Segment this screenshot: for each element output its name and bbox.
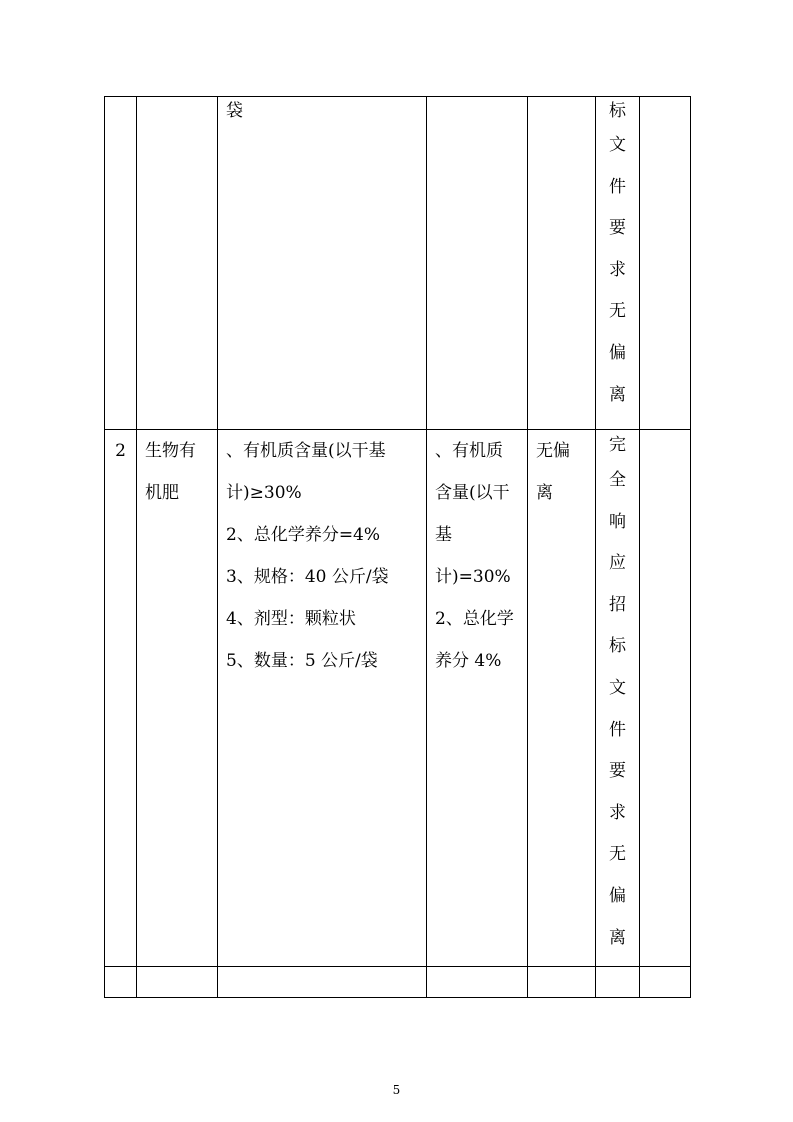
- remark-char: 完: [609, 435, 626, 455]
- compliance-remark-cell: [596, 97, 640, 430]
- remark-char: 文: [609, 677, 626, 698]
- empty-cell: [137, 967, 218, 998]
- remark-char: 标: [609, 636, 626, 657]
- row-index-cell: [105, 430, 137, 967]
- empty-cell: [528, 967, 596, 998]
- empty-cell: [427, 967, 528, 998]
- requirement-cell: [218, 97, 427, 430]
- product-name-cell: [137, 430, 218, 967]
- remark-char: 应: [609, 553, 626, 574]
- compliance-remark-cell: [596, 430, 640, 967]
- bid-response-table: [104, 96, 691, 998]
- deviation-line: 无偏: [536, 441, 570, 461]
- product-name-line: 机肥: [145, 483, 179, 503]
- remark-char: 离: [609, 384, 626, 405]
- response-line: 基: [435, 525, 452, 545]
- remark-char: 件: [609, 176, 626, 197]
- empty-cell: [218, 967, 427, 998]
- response-line: 计)=30%: [435, 567, 511, 587]
- remark-char: 无: [609, 844, 626, 865]
- remark-char: 要: [609, 218, 626, 239]
- empty-cell: [640, 967, 691, 998]
- remark-char: 偏: [609, 342, 626, 363]
- row-index: 2: [115, 441, 126, 461]
- requirement-line: 4、剂型：颗粒状: [226, 609, 356, 629]
- extra-cell: [640, 97, 691, 430]
- requirement-line: 2、总化学养分=4%: [226, 525, 381, 545]
- empty-cell: [596, 967, 640, 998]
- response-cell: [427, 97, 528, 430]
- page-number: 5: [392, 1083, 401, 1097]
- remark-char: 无: [609, 301, 626, 322]
- response-line: 含量(以干: [435, 483, 510, 503]
- deviation-cell: [528, 97, 596, 430]
- table-row: [105, 430, 691, 967]
- remark-char: 偏: [609, 885, 626, 906]
- remark-char: 求: [609, 802, 626, 823]
- response-line: 、有机质: [435, 441, 503, 461]
- remark-char: 件: [609, 719, 626, 740]
- remark-char: 离: [609, 927, 626, 948]
- remark-char: 文: [609, 135, 626, 155]
- remark-char: 招: [609, 594, 626, 615]
- remark-char: 求: [609, 259, 626, 280]
- deviation-line: 离: [536, 483, 553, 503]
- table-row: [105, 967, 691, 998]
- requirement-line: 计)≥30%: [226, 483, 302, 503]
- remark-char: 要: [609, 761, 626, 782]
- requirement-line: 5、数量：5 公斤/袋: [226, 651, 378, 671]
- product-name-line: 生物有: [145, 441, 196, 461]
- remark-char: 标: [609, 101, 626, 121]
- requirement-cell: [218, 430, 427, 967]
- row-index-cell: [105, 97, 137, 430]
- empty-cell: [105, 967, 137, 998]
- requirement-line: 、有机质含量(以干基: [226, 441, 386, 461]
- response-line: 2、总化学: [435, 609, 514, 629]
- remark-char: 全: [609, 470, 626, 490]
- product-name-cell: [137, 97, 218, 430]
- response-line: 养分 4%: [435, 651, 502, 671]
- deviation-cell: [528, 430, 596, 967]
- requirement-line: 袋: [226, 101, 243, 121]
- table-row: [105, 97, 691, 430]
- remark-char: 响: [609, 511, 626, 532]
- requirement-line: 3、规格：40 公斤/袋: [226, 567, 389, 587]
- extra-cell: [640, 430, 691, 967]
- response-cell: [427, 430, 528, 967]
